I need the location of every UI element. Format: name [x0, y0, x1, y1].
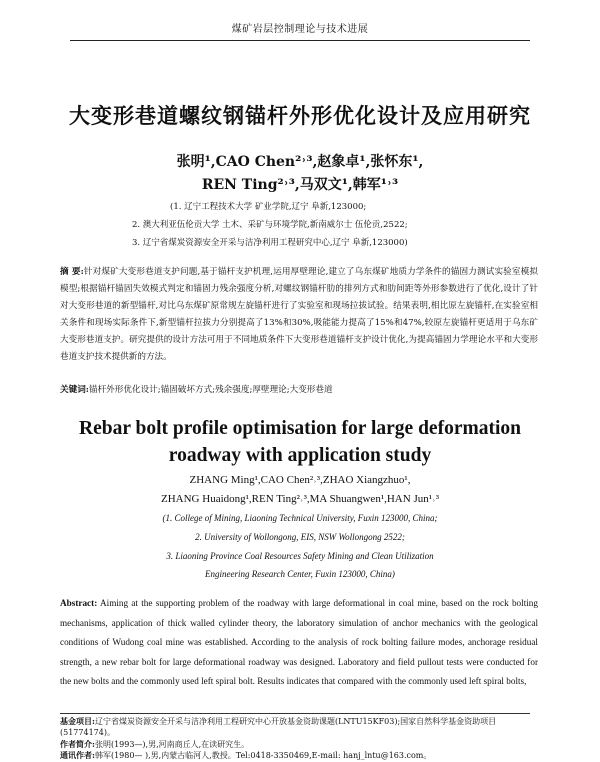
authors-chinese-line1: 张明¹,CAO Chen²˒³,赵象卓¹,张怀东¹,	[176, 154, 424, 170]
footnote-fund-text: 辽宁省煤炭资源安全开采与洁净利用工程研究中心开放基金资助课题(LNTU15KF03);国家自然科学基金资助项目(51774174)。	[60, 717, 497, 737]
footnote-author-label: 作者简介:	[60, 739, 95, 749]
footnote-fund-label: 基金项目:	[60, 716, 95, 726]
title-english-line1: Rebar bolt profile optimisation for large deformation	[79, 418, 521, 439]
journal-header: 煤矿岩层控制理论与技术进展	[231, 24, 369, 35]
footnote-author	[60, 739, 540, 750]
affiliation-english-3: 3. Liaoning Province Coal Resources Safety Mining and Clean Utilization	[166, 551, 434, 561]
affiliation-chinese-1: (1. 辽宁工程技术大学 矿业学院,辽宁 阜新,123000;	[170, 202, 367, 212]
affiliation-chinese-2: 2. 澳大利亚伍伦贡大学 土木、采矿与环境学院,新南威尔士 伍伦贡,2522;	[132, 220, 408, 230]
affiliation-english-2: 2. University of Wollongong, EIS, NSW Wollongong 2522;	[195, 532, 405, 542]
footnote-rule	[60, 713, 530, 714]
footnote-author-text: 张明(1993—),男,河南商丘人,在读研究生。	[94, 740, 250, 749]
footnote-corresponding-label: 通讯作者:	[60, 750, 95, 760]
keywords-chinese-text: 锚杆外形优化设计;锚固破坏方式;残余强度;厚壁理论;大变形巷道	[88, 385, 333, 395]
authors-english-line1: ZHANG Ming¹,CAO Chen²˒³,ZHAO Xiangzhuo¹,	[189, 474, 411, 486]
keywords-chinese-label: 关键词:	[60, 385, 89, 395]
footnote-corresponding	[60, 750, 540, 761]
keywords-chinese	[60, 383, 538, 395]
authors-english-line2: ZHANG Huaidong¹,REN Ting²˒³,MA Shuangwen¹,HAN Jun¹˒³	[161, 493, 439, 505]
title-english-line2: roadway with application study	[168, 445, 432, 466]
affiliation-english-3-cont: Engineering Research Center, Fuxin 123000, China)	[205, 569, 395, 579]
affiliation-chinese-3: 3. 辽宁省煤炭资源安全开采与洁净利用工程研究中心,辽宁 阜新,123000)	[132, 238, 408, 248]
authors-chinese-line2: REN Ting²˒³,马双文¹,韩军¹˒³	[201, 177, 399, 193]
header-rule	[70, 40, 530, 41]
footnote-corresponding-text: 韩军(1980— ),男,内蒙古临河人,教授。Tel:0418-3350469,E-mail: hanj_lntu@163.com。	[94, 751, 432, 760]
abstract-english-label: Abstract:	[60, 598, 98, 608]
title-chinese: 大变形巷道螺纹钢锚杆外形优化设计及应用研究	[69, 103, 531, 128]
abstract-chinese-label: 摘 要:	[60, 267, 84, 277]
abstract-english-text: Aiming at the supporting problem of the roadway with large deformational in coal mine, based on the rock bolting mechanisms, application of thick walled cylinder theory, the laboratory simulation of anchor mechanics with the geological conditions of Wudong coal mine was established. According to the analysis of rock bolting failure modes, anchorage residual strength, a new rebar bolt for large deformational roadway was designed. Laboratory and field pullout tests were conducted for the new bolts and the commonly used left spiral bolt. Results indicates that compared with the commonly used left spiral bolts,	[60, 598, 538, 686]
abstract-chinese-text: 针对煤矿大变形巷道支护问题,基于锚杆支护机理,运用厚壁理论,建立了乌东煤矿地质力学条件的锚固力测试实验室模拟模型;根据锚杆锚固失效模式判定和锚固力残余强度分析,对螺纹钢锚杆肋的排列方式和肋间距等外形参数进行了优化,设计了针对大变形巷道的新型锚杆,对比乌东煤矿原常规左旋锚杆进行了实验室和现场拉拔试验。结果表明,相比原左旋锚杆,在实验室相关条件和现场实际条件下,新型锚杆拉拔力分别提高了13%和30%,吸能能力提高了15%和47%,较原左旋锚杆更适用于乌东矿大变形巷道支护。研究提供的设计方法可用于不同地质条件下大变形巷道锚杆支护设计优化,为提高锚固力学理论水平和大变形巷道支护技术提供新的方法。	[60, 267, 538, 362]
abstract-chinese	[60, 264, 538, 366]
affiliation-english-1: (1. College of Mining, Liaoning Technical University, Fuxin 123000, China;	[162, 513, 438, 523]
footnote-fund	[60, 716, 540, 738]
abstract-english	[60, 594, 538, 692]
